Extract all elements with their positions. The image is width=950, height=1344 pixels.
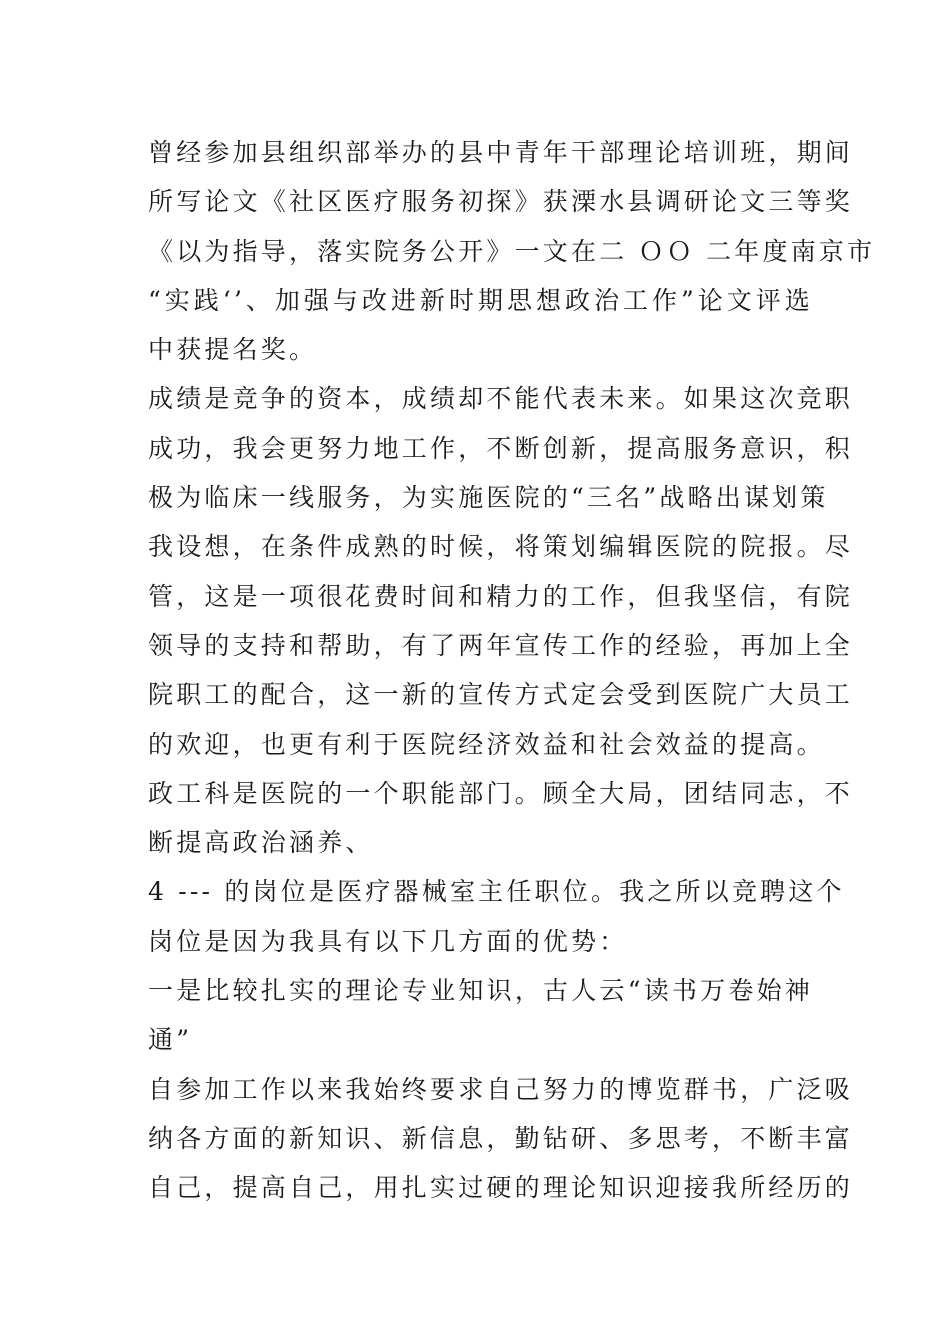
text-line: 成功，我会更努力地工作，不断创新，提高服务意识，积 (148, 433, 854, 463)
text-line: 通” (148, 1025, 193, 1055)
text-line: 成绩是竞争的资本，成绩却不能代表未来。如果这次竞职 (148, 384, 854, 414)
text-line: 《以为指导，落实院务公开》一文在二 ＯＯ 二年度南京市 (148, 236, 876, 266)
text-line: 岗位是因为我具有以下几方面的优势： (148, 926, 628, 956)
text-line: 自己，提高自己，用扎实过硬的理论知识迎接我所经历的 (148, 1173, 854, 1203)
text-line: 院职工的配合，这一新的宣传方式定会受到医院广大员工 (148, 680, 854, 710)
text-line: 我设想，在条件成熟的时候，将策划编辑医院的院报。尽 (148, 532, 854, 562)
document-body (148, 128, 876, 1213)
text-line: 管，这是一项很花费时间和精力的工作，但我坚信，有院 (148, 581, 854, 611)
text-line: “实践‘’、加强与改进新时期思想政治工作”论文评选 (148, 285, 813, 315)
text-line: 自参加工作以来我始终要求自己努力的博览群书，广泛吸 (148, 1074, 854, 1104)
text-line: 一是比较扎实的理论专业知识，古人云“读书万卷始神 (148, 976, 813, 1006)
text-line: 中获提名奖。 (148, 335, 318, 365)
text-line: 所写论文《社区医疗服务初探》获溧水县调研论文三等奖 (148, 187, 854, 217)
text-line: 4 --- 的岗位是医疗器械室主任职位。我之所以竞聘这个 (148, 877, 845, 907)
text-line: 断提高政治涵养、 (148, 828, 374, 858)
text-line: 政工科是医院的一个职能部门。顾全大局，团结同志，不 (148, 778, 854, 808)
text-line: 纳各方面的新知识、新信息，勤钻研、多思考，不断丰富 (148, 1123, 854, 1153)
text-line: 领导的支持和帮助，有了两年宣传工作的经验，再加上全 (148, 630, 854, 660)
text-line: 曾经参加县组织部举办的县中青年干部理论培训班，期间 (148, 138, 854, 167)
text-line: 的欢迎，也更有利于医院经济效益和社会效益的提高。 (148, 729, 825, 759)
text-line: 极为临床一线服务，为实施医院的“三名”战略出谋划策 (148, 483, 829, 513)
